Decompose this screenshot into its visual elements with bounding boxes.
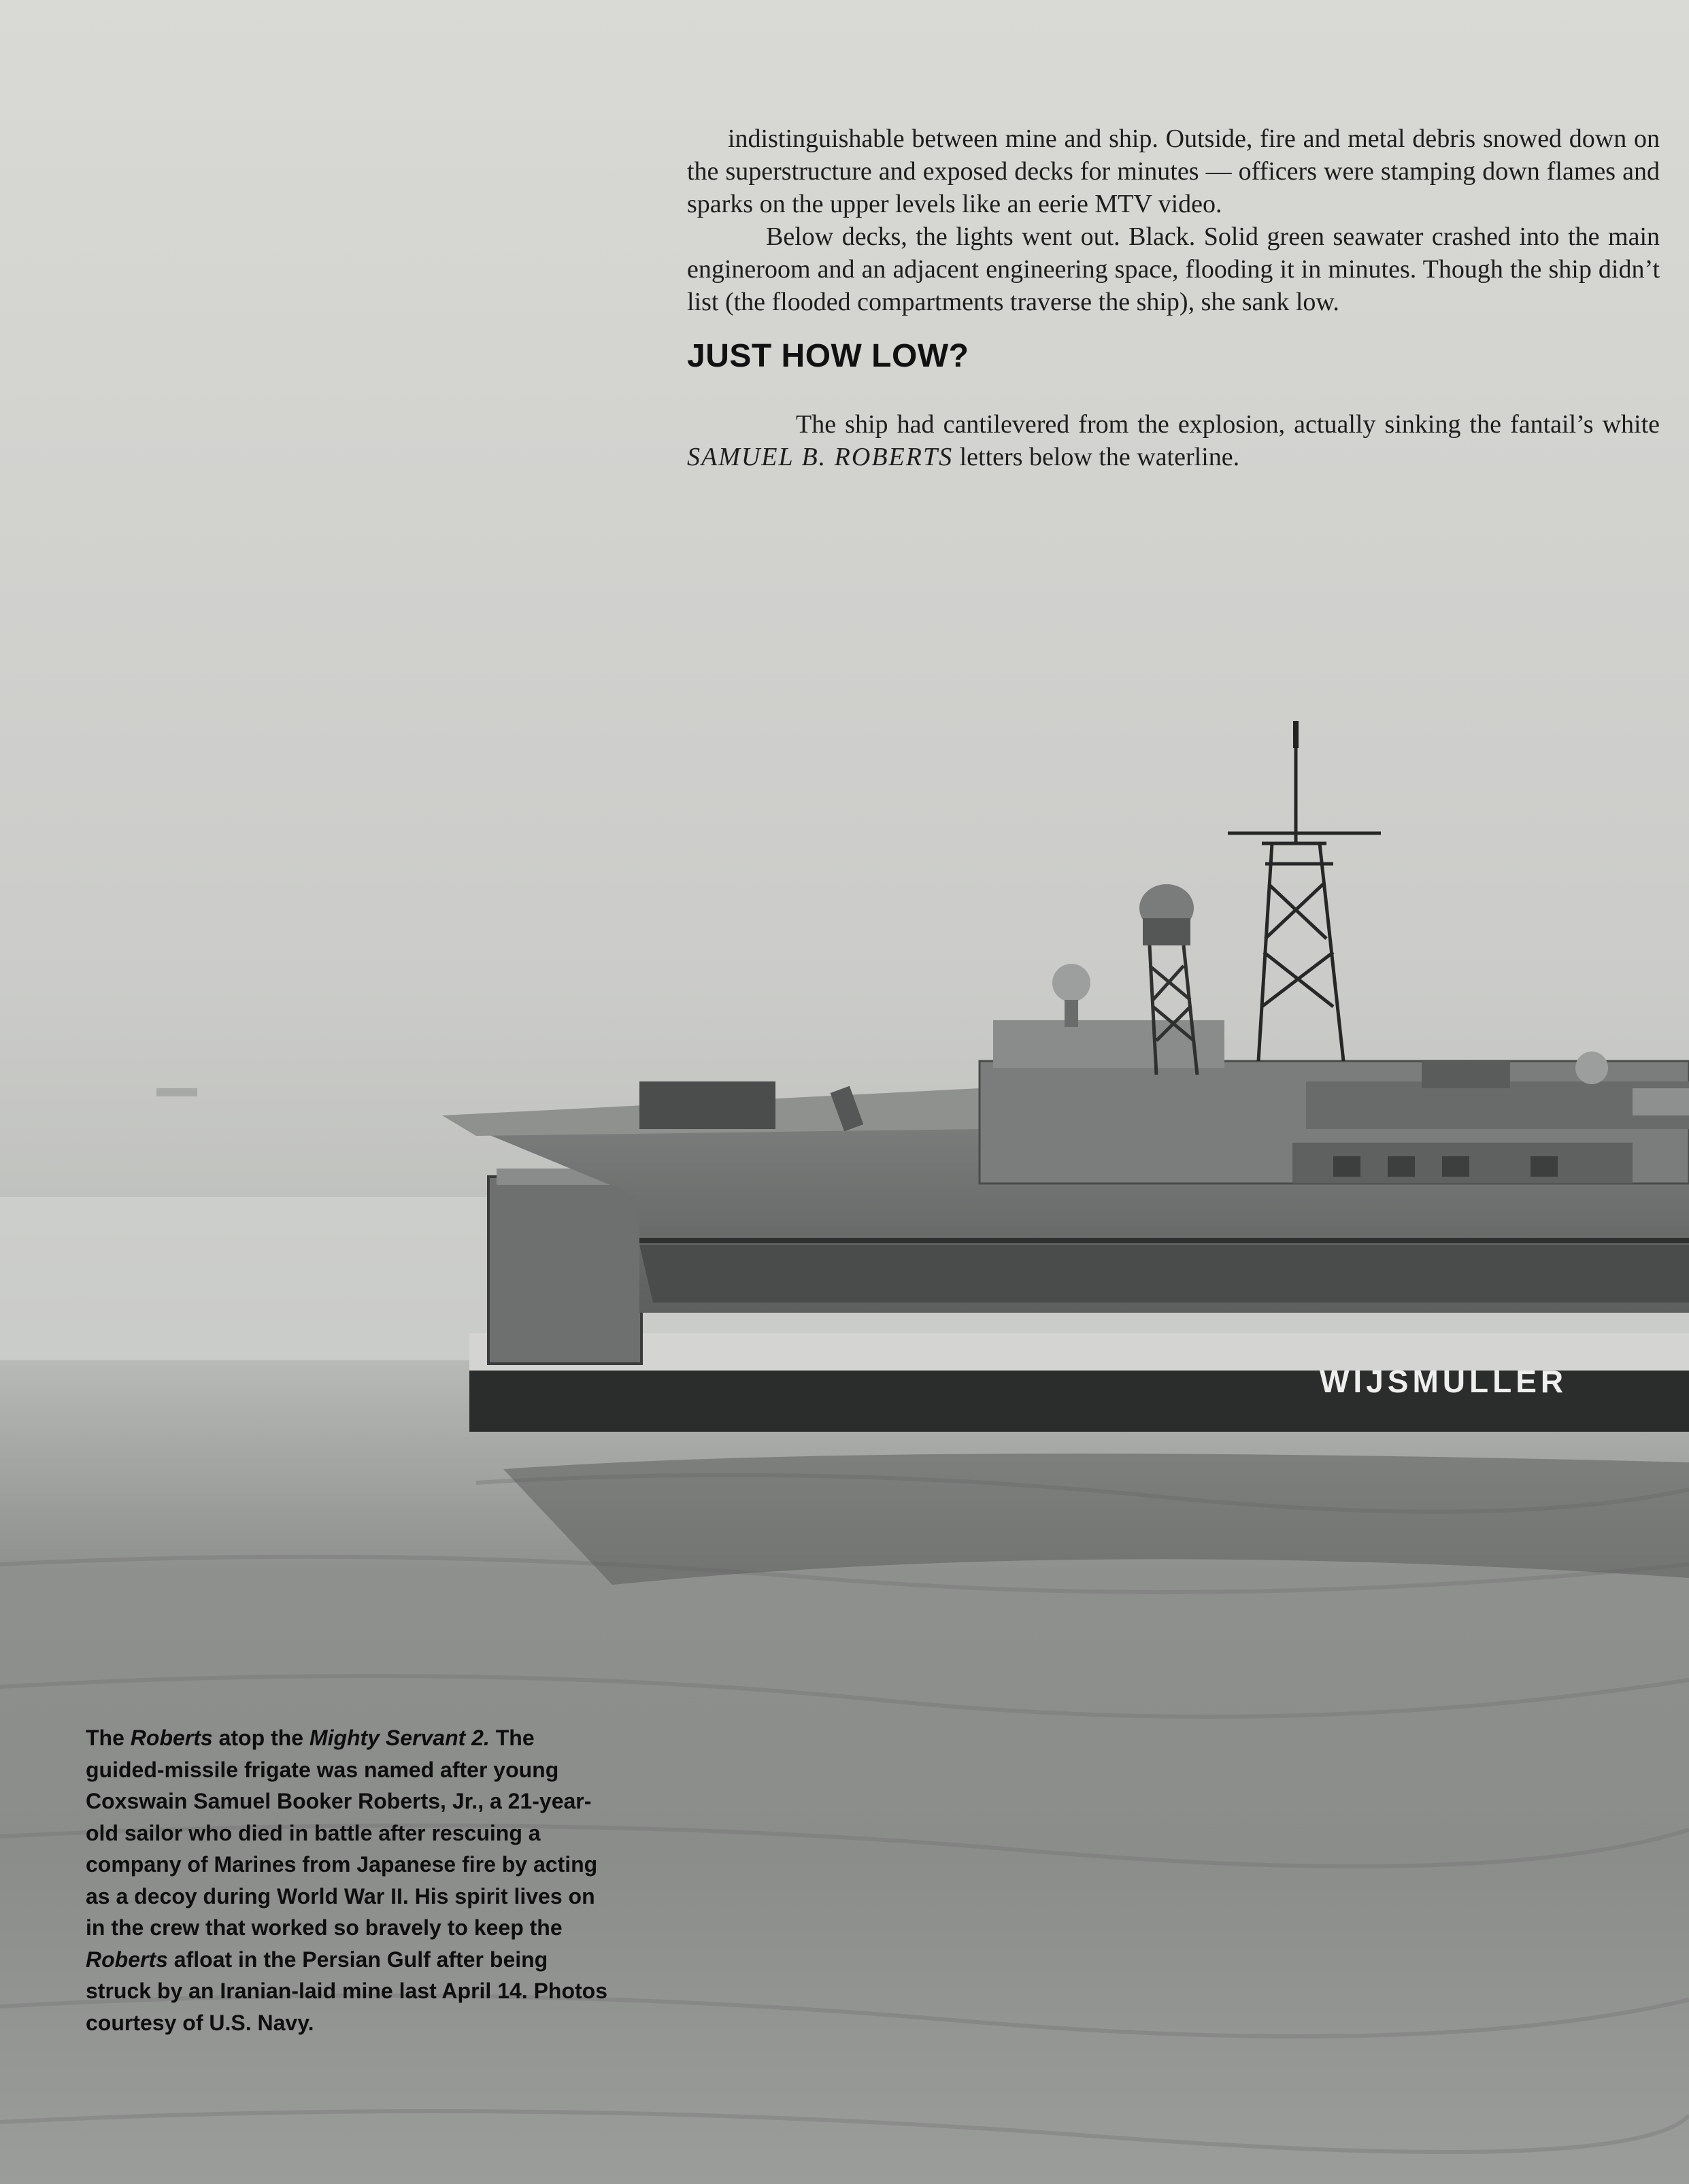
paragraph: indistinguishable between mine and ship. Outside, fire and metal debris snowed down on the superstructure and exposed decks for minutes — officers were stamping down flames and sparks on the upper levels like an eerie MTV video. — [687, 124, 1660, 218]
paragraph: The ship had cantilevered from the explosion, actually sinking the fantail’s white SAMUEL B. ROBERTS letters below the waterline. — [687, 410, 1660, 471]
article-text — [687, 122, 1660, 473]
photo-caption: The Roberts atop the Mighty Servant 2. The guided-missile frigate was named after young Coxswain Samuel Booker Roberts, Jr., a 21-year-old sailor who died in battle after rescuing a company of Marines from Japanese fire by acting as a decoy during World War II. His spirit lives on in the crew that worked so bravely to keep the Roberts afloat in the Persian Gulf after being struck by an Iranian-laid mine last April 14. Photos courtesy of U.S. Navy. — [86, 1726, 608, 2035]
section-heading: JUST HOW LOW? — [687, 338, 969, 374]
ship-name: SAMUEL B. ROBERTS — [687, 443, 954, 471]
hull-lettering: WIJSMULLER — [1320, 1364, 1568, 1399]
paragraph: Below decks, the lights went out. Black. Solid green seawater crashed into the main engineroom and an adjacent engineering space, flooding it in minutes. Though the ship didn’t list (the flooded compartments traverse the ship), she sank low. — [687, 222, 1660, 316]
